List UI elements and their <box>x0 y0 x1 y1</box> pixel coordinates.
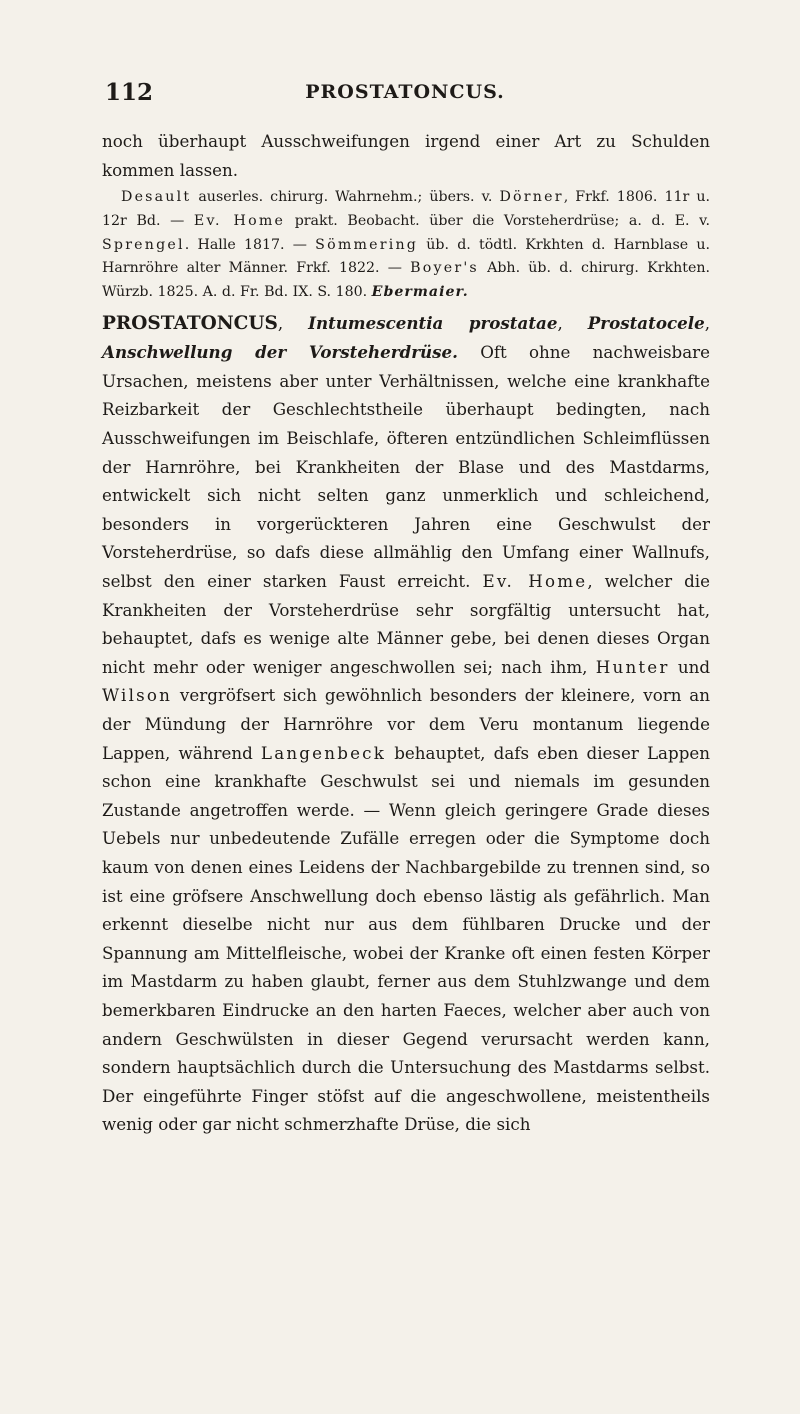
continued-paragraph: noch überhaupt Ausschweifungen irgend einer Art zu Schulden kommen lassen. <box>102 131 710 180</box>
page-number: 112 <box>105 79 154 106</box>
reference-text: prakt. Beobacht. über die Vorsteherdrüse; a. d. E. v. <box>285 212 711 229</box>
article-headword: PROSTATONCUS <box>102 312 278 334</box>
article-text: Oft ohne nachweisbare Ursachen, meistens aber unter Verhältnissen, welche eine krankhafte Reizbarkeit der Geschlechtstheile überhaupt bedingten, nach Ausschweifungen im Beischlafe, öfteren entzündlichen Schleimflüssen der Harnröhre, bei Krankheiten der Blase und des Mastdarms, entwickelt sich nicht selten ganz unmerklich und schleichend, besonders in vorgerückteren Jahren eine Geschwulst der Vorsteherdrüse, so dafs diese allmählig den Umfang einer Wallnufs, selbst den einer starken Faust erreicht. <box>102 342 710 592</box>
running-title: PROSTATONCUS. <box>305 81 505 103</box>
punctuation: , <box>557 312 588 333</box>
reference-text: Abh. üb. d. chirurg. Krkhten. Würzb. 1825. A. d. Fr. Bd. IX. S. 180. <box>102 260 710 300</box>
latin-term-2: Prostatocele <box>587 312 705 333</box>
cited-author: Langenbeck <box>260 742 387 763</box>
reference-author: Dörner <box>499 189 564 206</box>
article-text: und <box>669 656 711 677</box>
page-body <box>102 127 710 1139</box>
article-prostatoncus <box>102 309 710 1139</box>
literature-references <box>102 186 710 305</box>
article-text: behauptet, dafs eben dieser Lappen schon eine krankhafte Geschwulst sei und niemals im gesunden Zustande angetroffen werde. — Wenn gleich geringere Grade dieses Uebels nur unbedeutende Zufälle erregen oder die Symptome doch kaum von denen eines Leidens der Nachbargebilde zu trennen sind, so ist eine gröfsere Anschwellung doch ebenso lästig als gefährlich. Man erkennt dieselbe nicht nur aus dem fühlbaren Drucke und der Spannung am Mittelfleische, wobei der Kranke oft einen festen Körper im Mastdarm zu haben glaubt, ferner aus dem Stuhlzwange und dem bemerkbaren Eindrucke an den harten Faeces, welcher aber auch von andern Geschwülsten in dieser Gegend verursacht werden kann, sondern hauptsächlich durch die Untersuchung des Mastdarms selbst. Der eingeführte Finger stöfst auf die angeschwollene, meistentheils wenig oder gar nicht schmerzhafte Drüse, die sich <box>102 742 710 1135</box>
reference-text: üb. d. tödtl. Krkhten d. Harnblase u. Harnröhre alter Männer. Frkf. 1822. — <box>102 236 710 277</box>
german-term: Anschwellung der Vorsteherdrüse. <box>102 342 458 363</box>
reference-author: Sprengel <box>102 236 185 253</box>
reference-text: auserles. chirurg. Wahrnehm.; übers. v. <box>191 189 500 206</box>
reference-author: Sömmering <box>315 236 419 253</box>
cited-author: Hunter <box>595 656 670 677</box>
latin-term: Intumescentia prostatae <box>308 312 558 333</box>
reference-author: Boyer's <box>410 260 479 277</box>
article-author-signature: Ebermaier. <box>371 284 469 300</box>
cited-author: Ev. Home <box>482 571 588 592</box>
reference-text: . Halle 1817. — <box>184 236 316 253</box>
punctuation: , <box>277 312 309 333</box>
cited-author: Wilson <box>102 685 173 706</box>
reference-author: Desault <box>121 189 192 206</box>
reference-text: , Frkf. 1806. 11r u. 12r Bd. — <box>102 189 711 229</box>
running-header <box>105 79 705 109</box>
reference-author: Ev. Home <box>193 212 286 229</box>
punctuation: , <box>704 312 711 333</box>
article-text: vergröfsert sich gewöhnlich besonders der kleinere, vorn an der Mündung der Harnröhre vor dem Veru montanum liegende Lappen, während <box>102 685 710 763</box>
article-text: , welcher die Krankheiten der Vorsteherdrüse sehr sorgfältig untersucht hat, behauptet, dafs es wenige alte Männer gebe, bei denen dieses Organ nicht mehr oder weniger angeschwollen sei; nach ihm, <box>102 571 710 677</box>
